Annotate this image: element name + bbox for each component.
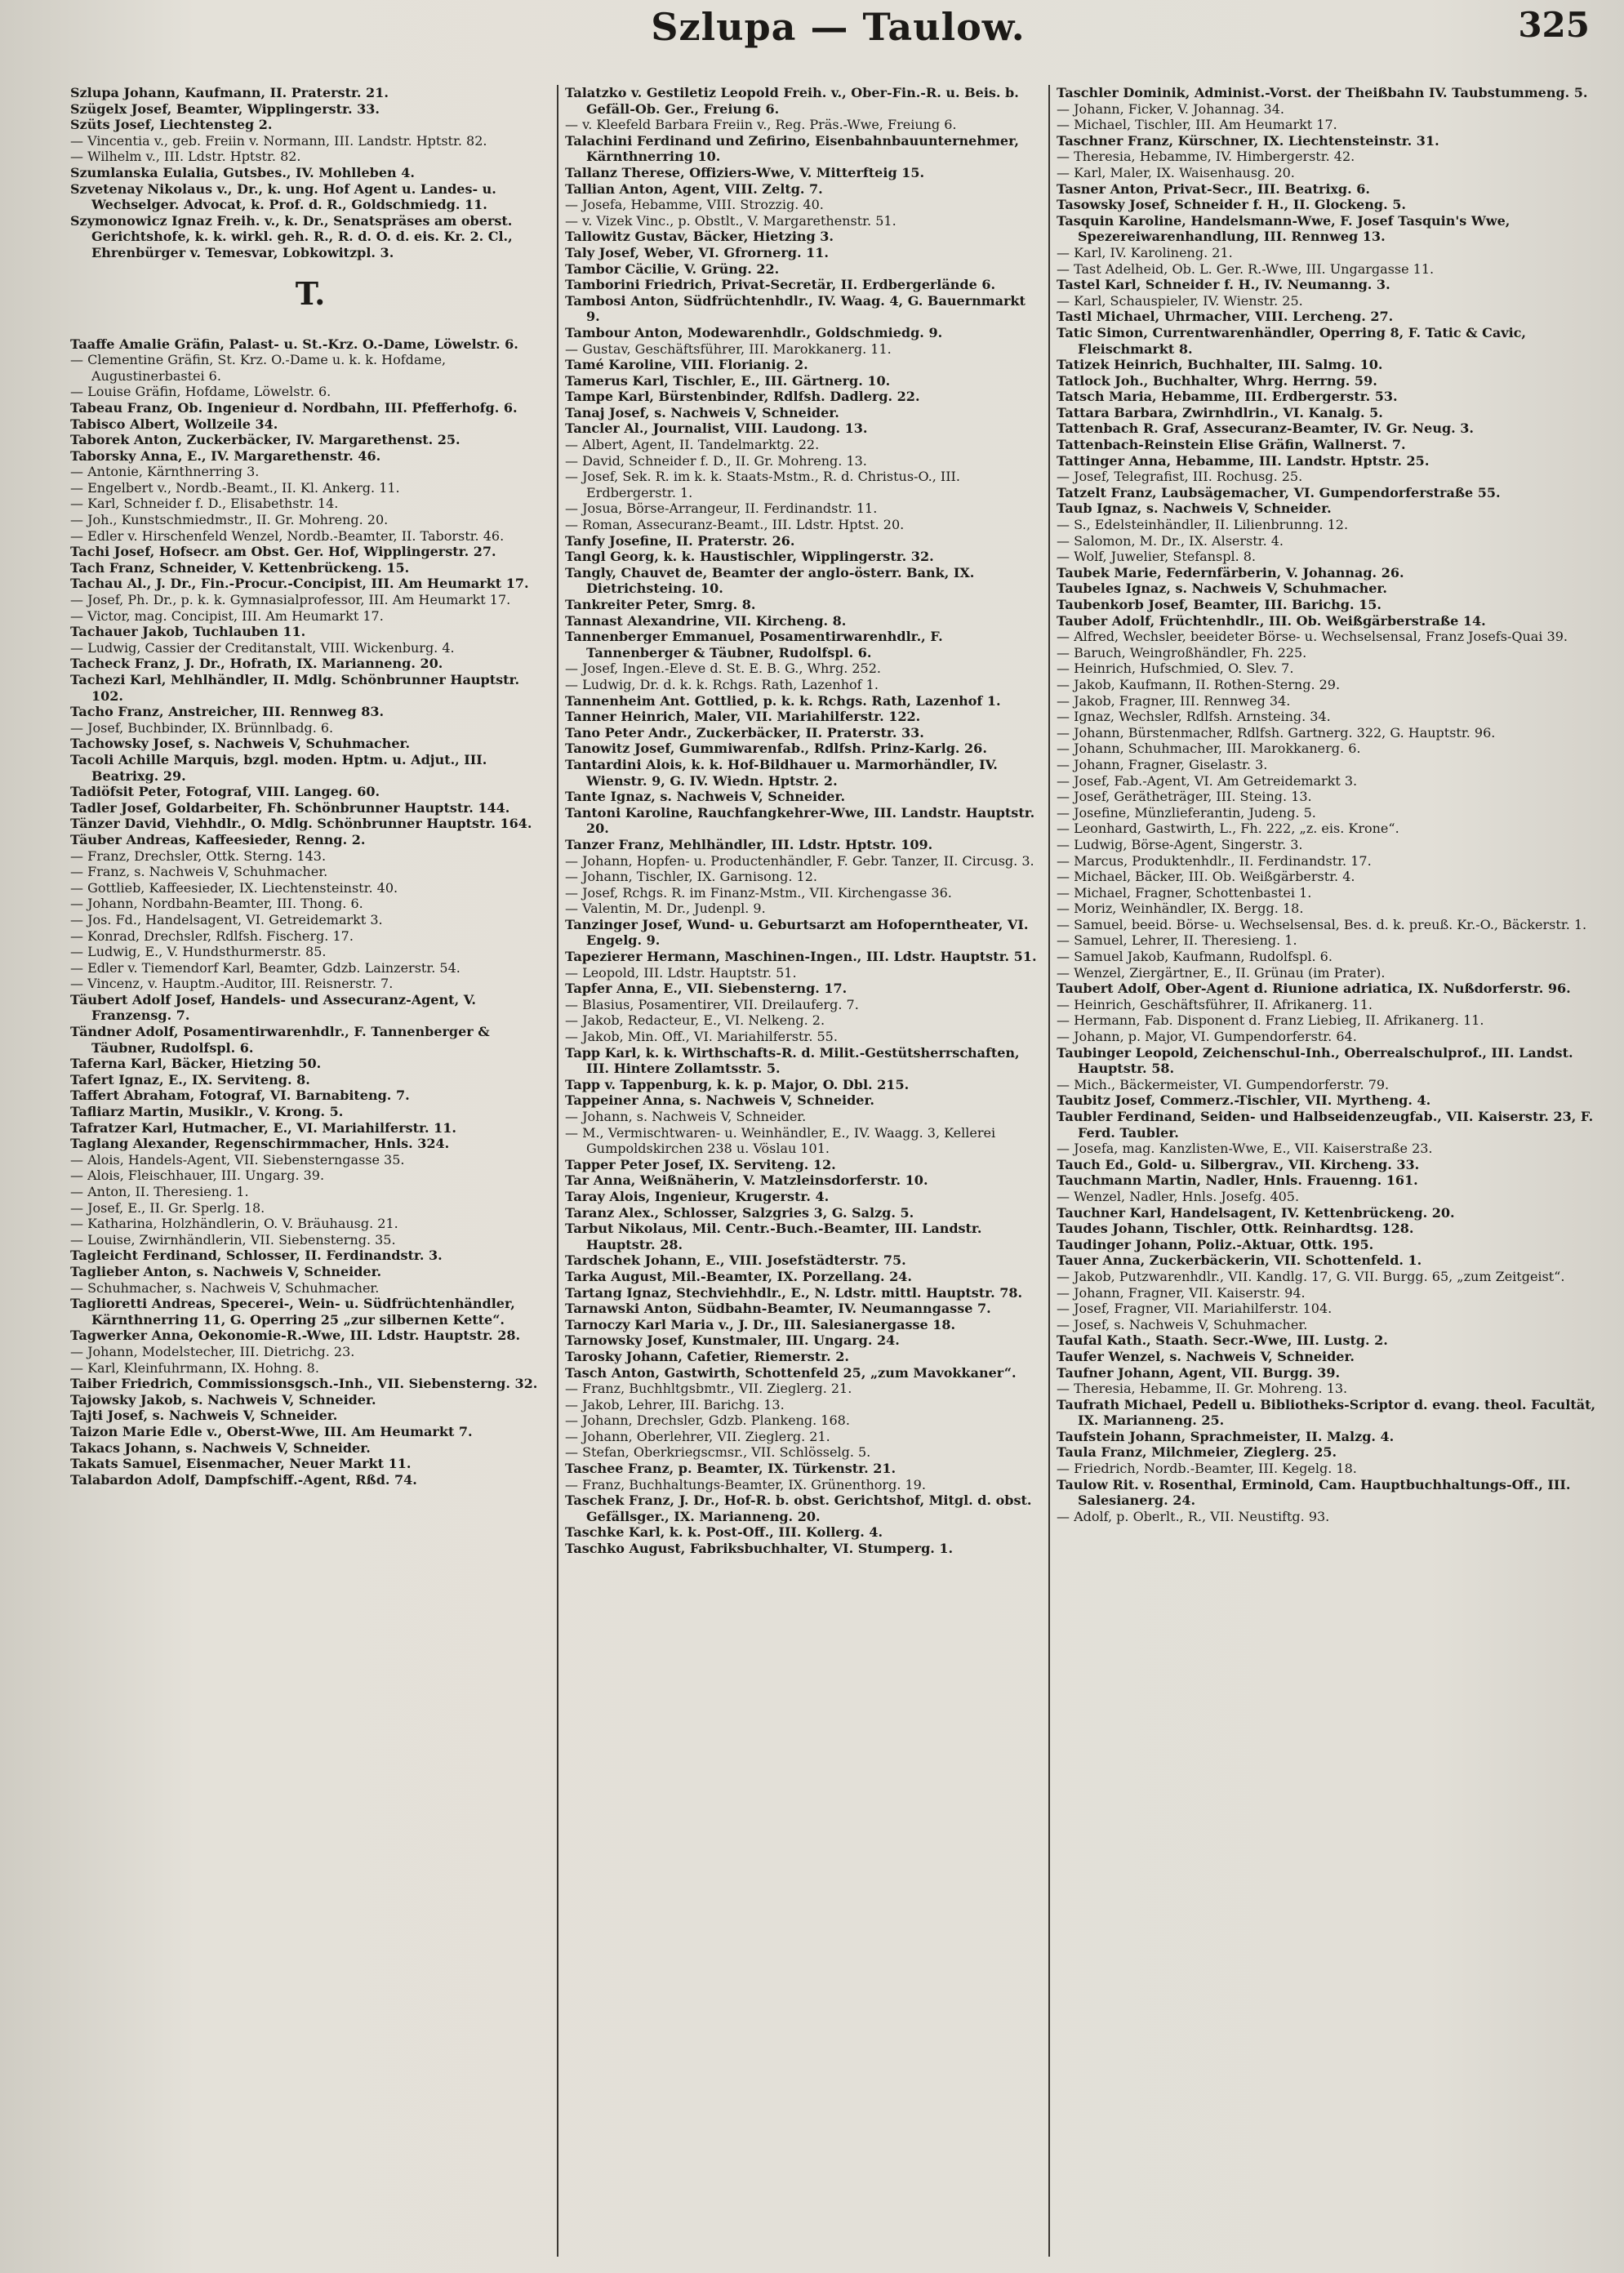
column-1-entries-t — [70, 336, 550, 1488]
directory-entry: Tauber Adolf, Früchtenhdlr., III. Ob. Weißgärberstraße 14. — [1057, 612, 1486, 629]
directory-entry: Taschner Franz, Kürschner, IX. Liechtensteinstr. 31. — [1057, 132, 1439, 149]
columns — [64, 85, 1613, 2257]
directory-entry: — Ludwig, Börse-Agent, Singerstr. 3. — [1057, 836, 1303, 852]
directory-entry: Tatlock Joh., Buchhalter, Whrg. Herrng. 59. — [1057, 372, 1377, 389]
directory-entry: — Alois, Fleischhauer, III. Ungarg. 39. — [70, 1168, 325, 1184]
directory-entry: — Jakob, Min. Off., VI. Mariahilferstr. 55. — [565, 1029, 838, 1045]
directory-entry: Tasquin Karoline, Handelsmann-Wwe, F. Josef Tasquin's Wwe, Spezereiwarenhandlung, III. Rennweg 13. — [1057, 212, 1511, 245]
column-1 — [64, 85, 557, 2257]
directory-entry: Tankreiter Peter, Smrg. 8. — [565, 597, 756, 612]
directory-entry: Tannast Alexandrine, VII. Kircheng. 8. — [565, 612, 847, 629]
directory-entry: Tasowsky Josef, Schneider f. H., II. Glockeng. 5. — [1057, 197, 1406, 213]
directory-entry: — Josef, s. Nachweis V, Schuhmacher. — [1057, 1316, 1308, 1332]
directory-entry: — Louise, Zwirnhändlerin, VII. Siebensterng. 35. — [70, 1231, 396, 1248]
directory-entry: Taschee Franz, p. Beamter, IX. Türkenstr. 21. — [565, 1461, 897, 1477]
directory-entry: Tangly, Chauvet de, Beamter der anglo-österr. Bank, IX. Dietrichsteing. 10. — [565, 564, 975, 597]
directory-entry: — Johann, p. Major, VI. Gumpendorferstr. 64. — [1057, 1029, 1357, 1045]
directory-entry: — Johann, Oberlehrer, VII. Zieglerg. 21. — [565, 1428, 830, 1444]
directory-entry: Tacheck Franz, J. Dr., Hofrath, IX. Marianneng. 20. — [70, 656, 443, 672]
directory-entry: Tacoli Achille Marquis, bzgl. moden. Hptm. u. Adjut., III. Beatrixg. 29. — [70, 751, 487, 784]
directory-entry: — Johann, Nordbahn-Beamter, III. Thong. 6. — [70, 896, 363, 912]
directory-entry: — Franz, Buchhltgsbmtr., VII. Zieglerg. 21. — [565, 1381, 852, 1397]
directory-entry: Taufstein Johann, Sprachmeister, II. Malzg. 4. — [1057, 1428, 1395, 1444]
directory-entry: Tachi Josef, Hofsecr. am Obst. Ger. Hof, Wipplingerstr. 27. — [70, 544, 496, 560]
directory-entry: Taglieber Anton, s. Nachweis V, Schneider. — [70, 1263, 382, 1279]
directory-entry: — Josefa, mag. Kanzlisten-Wwe, E., VII. Kaiserstraße 23. — [1057, 1141, 1433, 1157]
directory-entry: Tanner Heinrich, Maler, VII. Mariahilferstr. 122. — [565, 709, 921, 725]
directory-entry: Tampe Karl, Bürstenbinder, Rdlfsh. Dadlerg. 22. — [565, 389, 920, 405]
directory-entry: Taula Franz, Milchmeier, Zieglerg. 25. — [1057, 1444, 1337, 1461]
directory-entry: Taub Ignaz, s. Nachweis V, Schneider. — [1057, 500, 1332, 517]
directory-entry: — Friedrich, Nordb.-Beamter, III. Kegelg. 18. — [1057, 1461, 1357, 1477]
directory-entry: — Karl, Schneider f. D., Elisabethstr. 14. — [70, 496, 339, 512]
directory-entry: — Wenzel, Ziergärtner, E., II. Grünau (im Prater). — [1057, 964, 1386, 981]
directory-entry: — Ludwig, E., V. Hundsthurmerstr. 85. — [70, 944, 327, 960]
directory-entry: — Heinrich, Hufschmied, O. Slev. 7. — [1057, 661, 1294, 677]
directory-entry: Tanzer Franz, Mehlhändler, III. Ldstr. Hptstr. 109. — [565, 836, 933, 852]
directory-entry: Taaffe Amalie Gräfin, Palast- u. St.-Krz. O.-Dame, Löwelstr. 6. — [70, 336, 518, 352]
directory-entry: Tappeiner Anna, s. Nachweis V, Schneider. — [565, 1092, 874, 1109]
directory-entry: Tambour Anton, Modewarenhdlr., Goldschmiedg. 9. — [565, 324, 943, 340]
directory-entry: — Samuel, Lehrer, II. Theresieng. 1. — [1057, 932, 1297, 949]
directory-entry: — Karl, IV. Karolineng. 21. — [1057, 244, 1233, 260]
directory-entry: — Marcus, Produktenhdlr., II. Ferdinandstr. 17. — [1057, 852, 1372, 869]
directory-entry: Takacs Johann, s. Nachweis V, Schneider. — [70, 1439, 371, 1456]
directory-entry: Tattenbach-Reinstein Elise Gräfin, Wallnerst. 7. — [1057, 437, 1406, 453]
directory-entry: — Johann, s. Nachweis V, Schneider. — [565, 1109, 807, 1124]
directory-entry: Taschler Dominik, Administ.-Vorst. der Theißbahn IV. Taubstummeng. 5. — [1057, 85, 1588, 100]
directory-entry: Tauchner Karl, Handelsagent, IV. Kettenbrückeng. 20. — [1057, 1204, 1455, 1221]
directory-entry: — Jakob, Lehrer, III. Barichg. 13. — [565, 1396, 785, 1412]
page-number: 325 — [1518, 5, 1590, 45]
directory-entry: Szüts Josef, Liechtensteg 2. — [70, 117, 273, 133]
directory-entry: — Leonhard, Gastwirth, L., Fh. 222, „z. eis. Krone“. — [1057, 821, 1399, 837]
directory-entry: — Gottlieb, Kaffeesieder, IX. Liechtensteinstr. 40. — [70, 879, 398, 896]
directory-entry: — Wolf, Juwelier, Stefanspl. 8. — [1057, 549, 1256, 565]
directory-entry: — Antonie, Kärnthnerring 3. — [70, 464, 260, 480]
directory-entry: — Katharina, Holzhändlerin, O. V. Bräuhausg. 21. — [70, 1216, 398, 1232]
directory-entry: Tanfy Josefine, II. Praterstr. 26. — [565, 532, 795, 549]
directory-entry: Tafratzer Karl, Hutmacher, E., VI. Mariahilferstr. 11. — [70, 1119, 456, 1136]
column-2 — [557, 85, 1050, 2257]
directory-entry: Tattara Barbara, Zwirnhdlrin., VI. Kanalg. 5. — [1057, 404, 1383, 420]
directory-entry: Tattinger Anna, Hebamme, III. Landstr. Hptstr. 25. — [1057, 452, 1430, 469]
directory-entry: Tastl Michael, Uhrmacher, VIII. Lercheng. 27. — [1057, 309, 1394, 325]
directory-entry: — Jakob, Fragner, III. Rennweg 34. — [1057, 692, 1291, 709]
directory-entry: Tambor Cäcilie, V. Grüng. 22. — [565, 260, 780, 277]
directory-entry: Tarosky Johann, Cafetier, Riemerstr. 2. — [565, 1348, 849, 1364]
page-header — [64, 0, 1613, 85]
directory-entry: Taufrath Michael, Pedell u. Bibliotheks-Scriptor d. evang. theol. Facultät, IX. Marianneng. 25. — [1057, 1396, 1596, 1429]
directory-entry: Taubitz Josef, Commerz.-Tischler, VII. Myrtheng. 4. — [1057, 1092, 1431, 1109]
directory-entry: — Joh., Kunstschmiedmstr., II. Gr. Mohreng. 20. — [70, 512, 389, 528]
directory-entry: Tatic Simon, Currentwarenhändler, Operring 8, F. Tatic & Cavic, Fleischmarkt 8. — [1057, 324, 1526, 357]
directory-entry: — Vincentia v., geb. Freiin v. Normann, III. Landstr. Hptstr. 82. — [70, 132, 487, 149]
directory-entry: Tafliarz Martin, Musiklr., V. Krong. 5. — [70, 1104, 344, 1120]
directory-entry: — Stefan, Oberkriegscmsr., VII. Schlösselg. 5. — [565, 1444, 871, 1461]
directory-entry: — Johann, Modelstecher, III. Dietrichg. 23. — [70, 1343, 355, 1359]
directory-entry: Tabeau Franz, Ob. Ingenieur d. Nordbahn, III. Pfefferhofg. 6. — [70, 399, 518, 416]
directory-entry: — Josua, Börse-Arrangeur, II. Ferdinandstr. 11. — [565, 500, 878, 517]
directory-entry: Tattenbach R. Graf, Assecuranz-Beamter, IV. Gr. Neug. 3. — [1057, 420, 1474, 437]
directory-entry: — Salomon, M. Dr., IX. Alserstr. 4. — [1057, 532, 1284, 549]
directory-entry: Taubler Ferdinand, Seiden- und Halbseidenzeugfab., VII. Kaiserstr. 23, F. Ferd. Taubler. — [1057, 1109, 1594, 1141]
directory-entry: — Ludwig, Dr. d. k. k. Rchgs. Rath, Lazenhof 1. — [565, 676, 879, 692]
directory-entry: Tannenberger Emmanuel, Posamentirwarenhdlr., F. Tannenberger & Täubner, Rudolfspl. 6. — [565, 629, 943, 661]
directory-entry: Tanzinger Josef, Wund- u. Geburtsarzt am Hofoperntheater, VI. Engelg. 9. — [565, 916, 1029, 949]
directory-entry: — Samuel, beeid. Börse- u. Wechselsensal, Bes. d. k. preuß. Kr.-O., Bäckerstr. 1. — [1057, 916, 1587, 932]
directory-entry: — Josef, Fab.-Agent, VI. Am Getreidemarkt 3. — [1057, 772, 1358, 789]
directory-entry: Tändner Adolf, Posamentirwarenhdlr., F. Tannenberger & Täubner, Rudolfspl. 6. — [70, 1024, 490, 1056]
directory-entry: — Johann, Schuhmacher, III. Marokkanerg. 6. — [1057, 741, 1361, 757]
directory-entry: Tapfer Anna, E., VII. Siebensterng. 17. — [565, 981, 848, 997]
directory-entry: — Konrad, Drechsler, Rdlfsh. Fischerg. 17. — [70, 927, 354, 944]
section-letter: T. — [295, 274, 326, 312]
directory-entry: Tambosi Anton, Südfrüchtenhdlr., IV. Waag. 4, G. Bauernmarkt 9. — [565, 292, 1026, 325]
column-3 — [1050, 85, 1613, 2257]
directory-entry: Täuber Andreas, Kaffeesieder, Renng. 2. — [70, 831, 366, 847]
directory-entry: Tauch Ed., Gold- u. Silbergrav., VII. Kircheng. 33. — [1057, 1156, 1420, 1172]
directory-entry: — Alois, Handels-Agent, VII. Siebensterngasse 35. — [70, 1151, 405, 1168]
directory-entry: — David, Schneider f. D., II. Gr. Mohreng. 13. — [565, 452, 867, 469]
directory-entry: — Jakob, Putzwarenhdlr., VII. Kandlg. 17, G. VII. Burgg. 65, „zum Zeitgeist“. — [1057, 1268, 1565, 1284]
directory-entry: Tabisco Albert, Wollzeile 34. — [70, 416, 278, 432]
directory-entry: — M., Vermischtwaren- u. Weinhändler, E., IV. Waagg. 3, Kellerei Gumpoldskirchen 238 u. Vöslau 101. — [565, 1124, 996, 1157]
directory-entry: — Josefa, Hebamme, VIII. Strozzig. 40. — [565, 197, 824, 213]
directory-entry: Tacho Franz, Anstreicher, III. Rennweg 83. — [70, 704, 385, 720]
directory-entry: Tatzelt Franz, Laubsägemacher, VI. Gumpendorferstraße 55. — [1057, 484, 1501, 500]
directory-entry: Tangl Georg, k. k. Haustischler, Wipplingerstr. 32. — [565, 549, 934, 565]
directory-entry: — Josef, Rchgs. R. im Finanz-Mstm., VII. Kirchengasse 36. — [565, 884, 952, 901]
directory-entry: Szügelx Josef, Beamter, Wipplingerstr. 33. — [70, 100, 380, 117]
directory-entry: Taubinger Leopold, Zeichenschul-Inh., Oberrealschulprof., III. Landst. Hauptstr. 58. — [1057, 1044, 1573, 1077]
directory-entry: — Baruch, Weingroßhändler, Fh. 225. — [1057, 644, 1307, 661]
directory-entry: — Louise Gräfin, Hofdame, Löwelstr. 6. — [70, 384, 331, 400]
directory-entry: Tajowsky Jakob, s. Nachweis V, Schneider. — [70, 1391, 376, 1408]
directory-entry: Taizon Marie Edle v., Oberst-Wwe, III. Am Heumarkt 7. — [70, 1423, 473, 1439]
directory-entry: Taglioretti Andreas, Specerei-, Wein- u. Südfrüchtenhändler, Kärnthnerring 11, G. Operring 25 „zur silbernen Kette“. — [70, 1296, 515, 1328]
directory-entry: — Edler v. Hirschenfeld Wenzel, Nordb.-Beamter, II. Taborstr. 46. — [70, 527, 505, 544]
directory-entry: — Josef, Ph. Dr., p. k. k. Gymnasialprofessor, III. Am Heumarkt 17. — [70, 592, 511, 608]
directory-entry: — Heinrich, Geschäftsführer, II. Afrikanerg. 11. — [1057, 996, 1373, 1012]
directory-entry: Tachezi Karl, Mehlhändler, II. Mdlg. Schönbrunner Hauptstr. 102. — [70, 672, 520, 704]
directory-entry: — Engelbert v., Nordb.-Beamt., II. Kl. Ankerg. 11. — [70, 479, 400, 496]
directory-entry: Taglang Alexander, Regenschirmmacher, Hnls. 324. — [70, 1136, 450, 1152]
directory-entry: — Wilhelm v., III. Ldstr. Hptstr. 82. — [70, 149, 301, 165]
directory-entry: — Wenzel, Nadler, Hnls. Josefg. 405. — [1057, 1188, 1300, 1204]
directory-entry: Tano Peter Andr., Zuckerbäcker, II. Praterstr. 33. — [565, 724, 924, 741]
directory-entry: Szumlanska Eulalia, Gutsbes., IV. Mohlleben 4. — [70, 164, 415, 180]
directory-entry: — Josef, Gerätheträger, III. Steing. 13. — [1057, 789, 1312, 805]
directory-entry: — Michael, Tischler, III. Am Heumarkt 17. — [1057, 117, 1337, 133]
directory-entry: Tamerus Karl, Tischler, E., III. Gärtnerg. 10. — [565, 372, 891, 389]
directory-entry: Taufal Kath., Staath. Secr.-Wwe, III. Lustg. 2. — [1057, 1332, 1388, 1349]
directory-entry: Tamborini Friedrich, Privat-Secretär, II. Erdbergerlände 6. — [565, 277, 996, 293]
directory-entry: Taufner Johann, Agent, VII. Burgg. 39. — [1057, 1364, 1341, 1381]
directory-entry: Taubeles Ignaz, s. Nachweis V, Schuhmacher. — [1057, 580, 1387, 597]
running-head: Szlupa — Taulow. — [651, 5, 1026, 49]
directory-entry: — Josef, Buchbinder, IX. Brünnlbadg. 6. — [70, 719, 334, 736]
directory-entry: Taschko August, Fabriksbuchhalter, VI. Stumperg. 1. — [565, 1541, 954, 1557]
directory-entry: — Josef, Fragner, VII. Mariahilferstr. 104. — [1057, 1301, 1333, 1317]
directory-entry: Tanowitz Josef, Gummiwarenfab., Rdlfsh. Prinz-Karlg. 26. — [565, 741, 987, 757]
directory-entry: — Theresia, Hebamme, II. Gr. Mohreng. 13. — [1057, 1381, 1348, 1397]
directory-entry: Taray Alois, Ingenieur, Krugerstr. 4. — [565, 1188, 830, 1204]
directory-entry: Tardschek Johann, E., VIII. Josefstädterstr. 75. — [565, 1252, 906, 1269]
directory-entry: — S., Edelsteinhändler, II. Lilienbrunng. 12. — [1057, 517, 1349, 533]
directory-entry: — Franz, Drechsler, Ottk. Sterng. 143. — [70, 847, 327, 864]
directory-entry: — Johann, Drechsler, Gdzb. Plankeng. 168. — [565, 1412, 850, 1429]
directory-entry: Tasch Anton, Gastwirth, Schottenfeld 25, „zum Mavokkaner“. — [565, 1364, 1017, 1381]
directory-entry: — Jakob, Redacteur, E., VI. Nelkeng. 2. — [565, 1012, 825, 1029]
directory-entry: — Josef, Sek. R. im k. k. Staats-Mstm., R. d. Christus-O., III. Erdbergerstr. 1. — [565, 469, 960, 500]
directory-entry: Tatsch Maria, Hebamme, III. Erdbergerstr. 53. — [1057, 389, 1398, 405]
directory-entry: — Johann, Hopfen- u. Productenhändler, F. Gebr. Tanzer, II. Circusg. 3. — [565, 852, 1034, 869]
directory-entry: — Mich., Bäckermeister, VI. Gumpendorferstr. 79. — [1057, 1076, 1390, 1092]
directory-entry: Takats Samuel, Eisenmacher, Neuer Markt 11. — [70, 1456, 412, 1472]
directory-entry: Talabardon Adolf, Dampfschiff.-Agent, Rßd. 74. — [70, 1471, 417, 1488]
directory-entry: — Valentin, M. Dr., Judenpl. 9. — [565, 901, 766, 917]
directory-entry: — Schuhmacher, s. Nachweis V, Schuhmacher. — [70, 1279, 380, 1296]
directory-entry: Tatizek Heinrich, Buchhalter, III. Salmg. 10. — [1057, 357, 1383, 373]
directory-entry: — Karl, Kleinfuhrmann, IX. Hohng. 8. — [70, 1359, 319, 1376]
directory-entry: Tanaj Josef, s. Nachweis V, Schneider. — [565, 404, 839, 420]
directory-entry: — v. Kleefeld Barbara Freiin v., Reg. Präs.-Wwe, Freiung 6. — [565, 117, 957, 133]
directory-entry: Tapezierer Hermann, Maschinen-Ingen., III. Ldstr. Hauptstr. 51. — [565, 949, 1037, 965]
directory-entry: — Anton, II. Theresieng. 1. — [70, 1184, 249, 1199]
directory-entry: Tancler Al., Journalist, VIII. Laudong. 13. — [565, 420, 868, 437]
directory-entry: — Johann, Ficker, V. Johannag. 34. — [1057, 100, 1284, 117]
directory-entry: — Michael, Bäcker, III. Ob. Weißgärberstr. 4. — [1057, 869, 1355, 885]
directory-entry: Tallanz Therese, Offiziers-Wwe, V. Mitterfteig 15. — [565, 164, 925, 180]
directory-entry: Taborek Anton, Zuckerbäcker, IV. Margarethenst. 25. — [70, 432, 461, 448]
directory-entry: — Jos. Fd., Handelsagent, VI. Getreidemarkt 3. — [70, 911, 383, 927]
directory-entry: — Johann, Bürstenmacher, Rdlfsh. Gartnerg. 322, G. Hauptstr. 96. — [1057, 724, 1496, 741]
directory-entry: Taferna Karl, Bäcker, Hietzing 50. — [70, 1056, 322, 1072]
directory-entry: Tapp v. Tappenburg, k. k. p. Major, O. Dbl. 215. — [565, 1076, 910, 1092]
directory-entry: — Josefine, Münzlieferantin, Judeng. 5. — [1057, 804, 1316, 821]
directory-entry: — v. Vizek Vinc., p. Obstlt., V. Margarethenstr. 51. — [565, 212, 897, 229]
directory-entry: Taschke Karl, k. k. Post-Off., III. Kollerg. 4. — [565, 1524, 883, 1541]
directory-entry: Tapp Karl, k. k. Wirthschafts-R. d. Milit.-Gestütsherrschaften, III. Hintere Zollamtsstr. 5. — [565, 1044, 1020, 1077]
directory-entry: Talachini Ferdinand und Zefirino, Eisenbahnbauunternehmer, Kärnthnerring 10. — [565, 132, 1019, 165]
directory-entry: — Karl, Maler, IX. Waisenhausg. 20. — [1057, 164, 1295, 180]
directory-entry: — Ludwig, Cassier der Creditanstalt, VIII. Wickenburg. 4. — [70, 639, 455, 656]
directory-entry: Taranz Alex., Schlosser, Salzgries 3, G. Salzg. 5. — [565, 1204, 914, 1221]
directory-entry: — Blasius, Posamentirer, VII. Dreilauferg. 7. — [565, 996, 859, 1012]
directory-entry: Taly Josef, Weber, VI. Gfrornerg. 11. — [565, 244, 829, 260]
directory-entry: — Adolf, p. Oberlt., R., VII. Neustiftg. 93. — [1057, 1508, 1330, 1524]
directory-entry: Taubenkorb Josef, Beamter, III. Barichg. 15. — [1057, 597, 1382, 612]
directory-entry: — Vincenz, v. Hauptm.-Auditor, III. Reisnerstr. 7. — [70, 976, 394, 992]
directory-entry: — Josef, E., II. Gr. Sperlg. 18. — [70, 1199, 265, 1216]
directory-entry: — Alfred, Wechsler, beeideter Börse- u. Wechselsensal, Franz Josefs-Quai 39. — [1057, 629, 1568, 645]
directory-entry: Tarbut Nikolaus, Mil. Centr.-Buch.-Beamter, III. Landstr. Hauptstr. 28. — [565, 1221, 982, 1252]
directory-entry: Tannenheim Ant. Gottlied, p. k. k. Rchgs. Rath, Lazenhof 1. — [565, 692, 1001, 709]
directory-entry: — Johann, Tischler, IX. Garnisong. 12. — [565, 869, 817, 885]
directory-entry: Tar Anna, Weißnäherin, V. Matzleinsdorferstr. 10. — [565, 1172, 928, 1189]
directory-entry: — Johann, Fragner, VII. Kaiserstr. 94. — [1057, 1284, 1306, 1301]
directory-entry: Tartang Ignaz, Stechviehhdlr., E., N. Ldstr. mittl. Hauptstr. 78. — [565, 1284, 1023, 1301]
directory-entry: Taufer Wenzel, s. Nachweis V, Schneider. — [1057, 1348, 1355, 1364]
directory-entry: — Clementine Gräfin, St. Krz. O.-Dame u. k. k. Hofdame, Augustinerbastei 6. — [70, 352, 447, 384]
directory-entry: Taubert Adolf, Ober-Agent d. Riunione adriatica, IX. Nußdorferstr. 96. — [1057, 981, 1571, 997]
directory-entry: Tach Franz, Schneider, V. Kettenbrückeng. 15. — [70, 559, 410, 576]
directory-entry: Tachowsky Josef, s. Nachweis V, Schuhmacher. — [70, 736, 411, 752]
directory-entry: Tarnoczy Karl Maria v., J. Dr., III. Salesianergasse 18. — [565, 1316, 956, 1332]
directory-entry: Tantoni Karoline, Rauchfangkehrer-Wwe, III. Landstr. Hauptstr. 20. — [565, 804, 1035, 837]
directory-entry: Tauer Anna, Zuckerbäckerin, VII. Schottenfeld. 1. — [1057, 1252, 1422, 1269]
directory-entry: Taudes Johann, Tischler, Ottk. Reinhardtsg. 128. — [1057, 1221, 1414, 1237]
directory-entry: — Samuel Jakob, Kaufmann, Rudolfspl. 6. — [1057, 949, 1333, 965]
directory-entry: Tadiöfsit Peter, Fotograf, VIII. Langeg. 60. — [70, 784, 380, 800]
directory-entry: — Josef, Telegrafist, III. Rochusg. 25. — [1057, 469, 1303, 485]
directory-entry: — Edler v. Tiemendorf Karl, Beamter, Gdzb. Lainzerstr. 54. — [70, 959, 461, 976]
directory-entry: Tajti Josef, s. Nachweis V, Schneider. — [70, 1408, 338, 1424]
directory-entry: Tarnowsky Josef, Kunstmaler, III. Ungarg. 24. — [565, 1332, 900, 1349]
directory-entry: — Hermann, Fab. Disponent d. Franz Liebieg, II. Afrikanerg. 11. — [1057, 1012, 1484, 1029]
directory-entry: Taiber Friedrich, Commissionsgsch.-Inh., VII. Siebensterng. 32. — [70, 1376, 538, 1392]
directory-entry: Tagwerker Anna, Oekonomie-R.-Wwe, III. Ldstr. Hauptstr. 28. — [70, 1328, 521, 1344]
directory-entry: Tantardini Alois, k. k. Hof-Bildhauer u. Marmorhändler, IV. Wienstr. 9, G. IV. Wiedn. Hptstr. 2. — [565, 756, 998, 789]
directory-entry: — Johann, Fragner, Giselastr. 3. — [1057, 756, 1268, 772]
directory-entry: — Victor, mag. Concipist, III. Am Heumarkt 17. — [70, 607, 384, 624]
directory-entry: Taulow Rit. v. Rosenthal, Erminold, Cam. Hauptbuchhaltungs-Off., III. Salesianerg. 24. — [1057, 1476, 1571, 1509]
directory-entry: — Theresia, Hebamme, IV. Himbergerstr. 42. — [1057, 149, 1355, 165]
directory-entry: Tagleicht Ferdinand, Schlosser, II. Ferdinandstr. 3. — [70, 1248, 443, 1264]
directory-entry: Szvetenay Nikolaus v., Dr., k. ung. Hof Agent u. Landes- u. Wechselger. Advocat, k. Prof. d. R., Goldschmiedg. 11. — [70, 180, 496, 213]
directory-entry: Tadler Josef, Goldarbeiter, Fh. Schönbrunner Hauptstr. 144. — [70, 799, 510, 816]
directory-entry: Tauchmann Martin, Nadler, Hnls. Frauenng. 161. — [1057, 1172, 1418, 1189]
directory-entry: Tapper Peter Josef, IX. Serviteng. 12. — [565, 1156, 836, 1172]
column-3-entries — [1057, 85, 1606, 1524]
directory-entry: — Roman, Assecuranz-Beamt., III. Ldstr. Hptst. 20. — [565, 517, 905, 533]
directory-entry: Taudinger Johann, Poliz.-Aktuar, Ottk. 195. — [1057, 1236, 1374, 1252]
directory-entry: Taschek Franz, J. Dr., Hof-R. b. obst. Gerichtshof, Mitgl. d. obst. Gefällsger., IX. Marianneng. 20. — [565, 1492, 1032, 1524]
directory-entry: Tafert Ignaz, E., IX. Serviteng. 8. — [70, 1071, 310, 1088]
directory-entry: — Michael, Fragner, Schottenbastei 1. — [1057, 884, 1312, 901]
directory-entry: Tamé Karoline, VIII. Florianig. 2. — [565, 357, 808, 373]
directory-entry: Szymonowicz Ignaz Freih. v., k. Dr., Senatspräses am oberst. Gerichtshofe, k. k. wirkl. geh. R., R. d. O. d. eis. Kr. 2. Cl., Ehrenbürger v. Temesvar, Lobkowitzpl. 3. — [70, 212, 513, 260]
directory-entry: — Karl, Schauspieler, IV. Wienstr. 25. — [1057, 292, 1303, 309]
directory-entry: Tänzer David, Viehhdlr., O. Mdlg. Schönbrunner Hauptstr. 164. — [70, 816, 532, 832]
column-2-entries — [565, 85, 1042, 1557]
directory-entry: — Gustav, Geschäftsführer, III. Marokkanerg. 11. — [565, 340, 892, 357]
directory-entry: Tallowitz Gustav, Bäcker, Hietzing 3. — [565, 229, 834, 245]
directory-entry: — Jakob, Kaufmann, II. Rothen-Sterng. 29. — [1057, 676, 1341, 692]
directory-entry: Taborsky Anna, E., IV. Margarethenstr. 46. — [70, 447, 381, 464]
directory-entry: Szlupa Johann, Kaufmann, II. Praterstr. 21. — [70, 85, 389, 100]
directory-entry: Tachau Al., J. Dr., Fin.-Procur.-Concipist, III. Am Heumarkt 17. — [70, 576, 529, 592]
directory-entry: — Ignaz, Wechsler, Rdlfsh. Arnsteing. 34. — [1057, 709, 1331, 725]
directory-entry: Tachauer Jakob, Tuchlauben 11. — [70, 624, 306, 640]
directory-entry: Taffert Abraham, Fotograf, VI. Barnabiteng. 7. — [70, 1088, 410, 1104]
directory-entry: — Josef, Ingen.-Eleve d. St. E. B. G., Whrg. 252. — [565, 661, 881, 677]
column-1-entries-sz — [70, 85, 550, 261]
directory-entry: Tante Ignaz, s. Nachweis V, Schneider. — [565, 789, 846, 805]
directory-entry: Taubek Marie, Federnfärberin, V. Johannag. 26. — [1057, 564, 1404, 580]
directory-entry: — Franz, s. Nachweis V, Schuhmacher. — [70, 864, 328, 880]
directory-entry: — Moriz, Weinhändler, IX. Bergg. 18. — [1057, 901, 1304, 917]
directory-entry: Talatzko v. Gestiletiz Leopold Freih. v., Ober-Fin.-R. u. Beis. b. Gefäll-Ob. Ger., Freiung 6. — [565, 85, 1019, 117]
directory-entry: — Franz, Buchhaltungs-Beamter, IX. Grünenthorg. 19. — [565, 1476, 926, 1492]
directory-entry: — Leopold, III. Ldstr. Hauptstr. 51. — [565, 964, 797, 981]
directory-entry: Täubert Adolf Josef, Handels- und Assecuranz-Agent, V. Franzensg. 7. — [70, 991, 476, 1024]
directory-entry: Tarnawski Anton, Südbahn-Beamter, IV. Neumanngasse 7. — [565, 1301, 991, 1317]
directory-entry: Tasner Anton, Privat-Secr., III. Beatrixg. 6. — [1057, 180, 1370, 197]
directory-entry: — Albert, Agent, II. Tandelmarktg. 22. — [565, 437, 820, 453]
directory-entry: Tallian Anton, Agent, VIII. Zeltg. 7. — [565, 180, 823, 197]
directory-entry: Tastel Karl, Schneider f. H., IV. Neumanng. 3. — [1057, 277, 1390, 293]
directory-entry: Tarka August, Mil.-Beamter, IX. Porzellang. 24. — [565, 1268, 912, 1284]
directory-entry: — Tast Adelheid, Ob. L. Ger. R.-Wwe, III. Ungargasse 11. — [1057, 260, 1435, 277]
